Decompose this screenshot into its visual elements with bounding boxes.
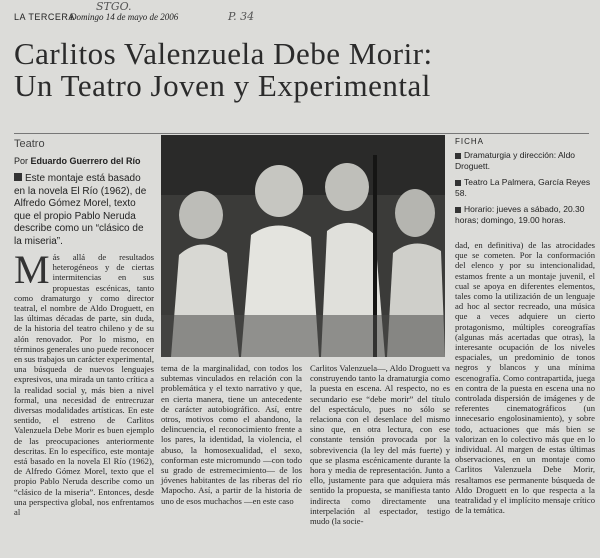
column-text: ás allá de resultados heterogéneos y de ciertas intermitencias en sus propuestas escénicas, tanto como dramaturgo y como director teatral, el nombre de Aldo Droguett, en las últimas décadas de parte, sin duda, de la historia del teatro chileno y de su alón renovador. Por lo mismo, en términos generales uno puede reconocer en sus trabajos un carácter experimental, una búsqueda de nuevos lenguajes expresivos, una mirada un tanto crítica a la realidad social y, más bien a nivel formal, una necesidad de entrecruzar diversas modalidades artísticas. En este sentido, el estreno de Carlitos Valenzuela Debe Morir es buen ejemplo de las preocupaciones anteriormente descritas. En lo específico, este montaje está basado en la novela El Río (1962), de Alfredo Gómez Morel, texto que el propio Pablo Neruda describe como un “clásico de la miseria”. Entonces, desde una perspectiva global, nos enfrentamos al (14, 252, 154, 518)
info-item: Dramaturgia y dirección: Aldo Droguett. (455, 150, 576, 171)
body-column-1 (14, 247, 154, 518)
handwritten-note-page: P. 34 (228, 10, 255, 23)
author-name: Eduardo Guerrero del Río (30, 156, 141, 166)
drop-cap: M (14, 247, 50, 292)
column-text: Carlitos Valenzuela—, Aldo Droguett va construyendo tanto la dramaturgia como la puesta en escena. Al respecto, no es secundario ese “debe morir” del título del espectáculo, pues no sólo se relaciona con el desenlace del mismo sino que, en otra lectura, con ese constante tensión provocada por la sobrevivencia (la ley del más fuerte) y que se plasma escénicamente durante la hora y media de representación. Junto a ello, justamente para que adquiera más sentido la propuesta, se manifiesta tanto indirecta como directamente una interpelación al espectador, testigo mudo (la socie- (310, 363, 450, 527)
info-item: Teatro La Palmera, García Reyes 58. (455, 177, 591, 198)
byline (14, 156, 141, 166)
handwritten-note-city: STGO. (96, 0, 132, 13)
info-item: Horario: jueves a sábado, 20.30 horas; domingo, 19.00 horas. (455, 204, 585, 225)
section-label: Teatro (14, 138, 45, 150)
section-rule (14, 133, 589, 134)
bullet-square-icon (455, 153, 461, 159)
info-box (455, 150, 595, 231)
column-text: tema de la marginalidad, con todos los subtemas vinculados en relación con la problemática y el texto narrativo y que, en cierta manera, tiene un antecedente de carácter autobiográfico. Así, entre otros, motivos como el abandono, la delincuencia, el reconocimiento frente a los pares, la identidad, la violencia, el abuso, la homosexualidad, el sexo, conforman este micromundo —con todo su grado de estremecimiento— de los jóvenes habitantes de las riberas del río Mapocho. Así, a partir de la historia de uno de esos muchachos —en este caso (161, 363, 302, 506)
bullet-square-icon (455, 180, 461, 186)
bleed-through-text (290, 4, 590, 40)
headline-line-2: Un Teatro Joven y Experimental (14, 68, 431, 103)
byline-prefix: Por (14, 156, 29, 166)
body-column-3 (310, 363, 450, 526)
masthead: LA TERCERA (14, 12, 75, 22)
theatre-photo (161, 135, 445, 357)
headline-line-1: Carlitos Valenzuela Debe Morir: (14, 36, 433, 71)
body-column-2 (161, 363, 302, 506)
publication-date: Domingo 14 de mayo de 2006 (70, 12, 179, 22)
info-box-label: FICHA (455, 137, 484, 146)
bullet-square-icon (455, 207, 461, 213)
column-text: dad, en definitiva) de las atrocidades que se cometen. Por la conformación del elenco y por su intencionalidad, estamos frente a un montaje juvenil, el cual se apoya en diferentes elementos, tales como la utilización de un lenguaje ad hoc al sector recreado, una música que a veces adquiere un cierto protagonismo, múltiples coreografías (algunas más acertadas que otras), la interesante ocupación de los niveles espaciales, un predominio de tonos negros y blancos y una mínima escenografía. Como contrapartida, juega en contra de la puesta en escena una no controlada dispersión de imágenes y de referentes cinematográficos (un innecesario engolosinamiento), y sobre todo, actuaciones que más bien se valorizan en lo colectivo más que en lo individual. Al margen de estas últimas observaciones, en un montaje como Carlitos Valenzuela Debe Morir, resaltamos ese permanente búsqueda de Aldo Droguett en lo que respecta a la teatralidad y el implícito mensaje crítico de la temática. (455, 240, 595, 516)
photo-icon (161, 135, 445, 357)
headline (14, 38, 594, 102)
lead-text: Este montaje está basado en la novela El Río (1962), de Alfredo Gómez Morel, texto que el propio Pablo Neruda describe como un “clásico de la miseria”. (14, 173, 147, 247)
bullet-square-icon (14, 173, 22, 181)
body-column-4 (455, 240, 595, 515)
lead-paragraph (14, 173, 154, 248)
